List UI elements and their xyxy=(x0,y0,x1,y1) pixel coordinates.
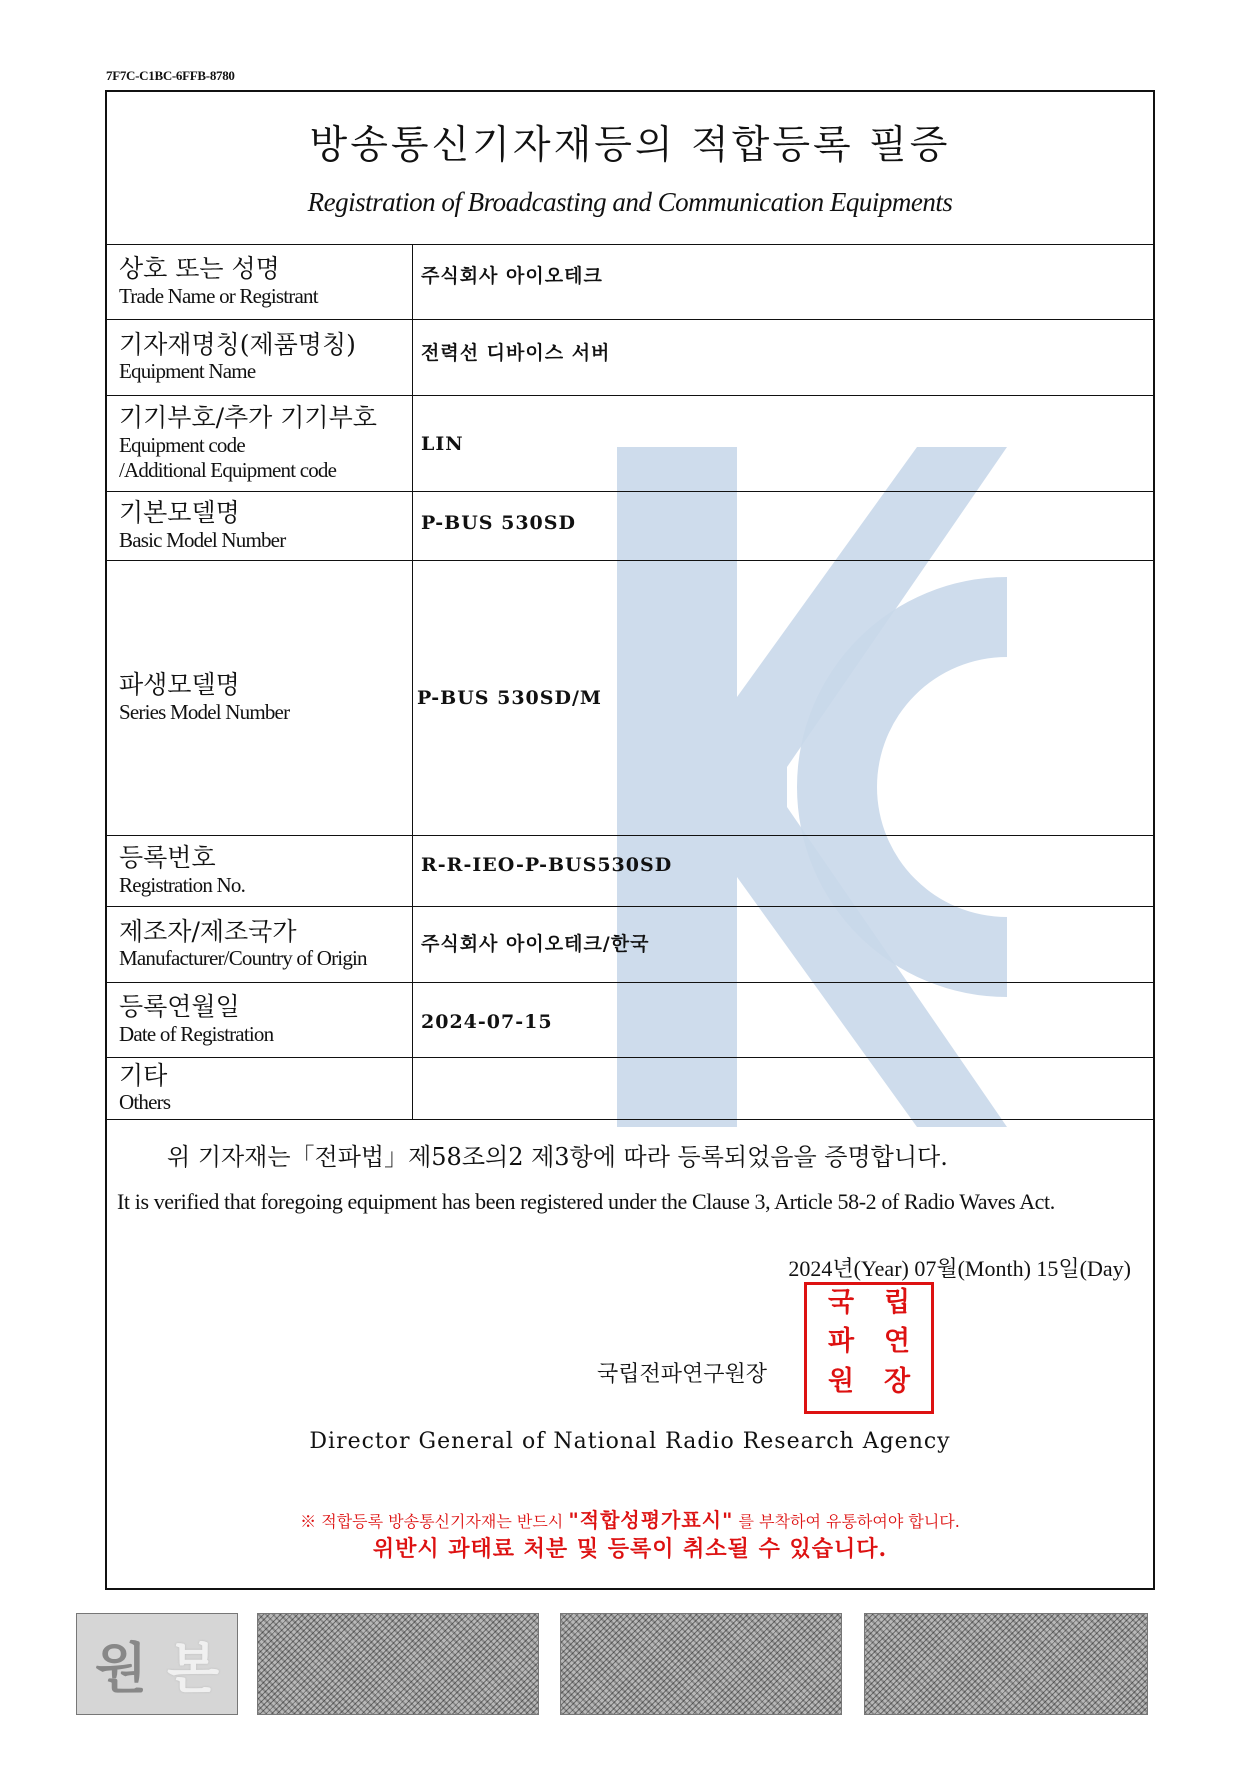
label-english: Registration No. xyxy=(119,872,246,897)
row-registration-date xyxy=(107,983,1153,1058)
row-value: 전력선 디바이스 서버 xyxy=(421,342,611,364)
row-series-model xyxy=(107,561,1153,836)
statement-english: It is verified that foregoing equipment has been registered under the Clause 3, Article 58-2 of Radio Waves Act. xyxy=(117,1189,1055,1214)
row-label xyxy=(107,983,413,1057)
title-korean: 방송통신기자재등의 적합등록 필증 xyxy=(309,123,951,168)
label-korean: 기자재명칭(제품명칭) xyxy=(119,329,356,359)
label-english: Date of Registration xyxy=(119,1021,274,1046)
label-korean: 등록번호 xyxy=(119,843,216,873)
row-value: P-BUS 530SD/M xyxy=(417,687,602,709)
label-korean: 등록연월일 xyxy=(119,992,240,1022)
row-value: LIN xyxy=(421,432,464,455)
statement-korean: 위 기자재는「전파법」제58조의2 제3항에 따라 등록되었음을 증명합니다. xyxy=(167,1143,948,1171)
row-value: 주식회사 아이오테크/한국 xyxy=(421,933,650,955)
security-pattern-3 xyxy=(864,1613,1148,1715)
label-english-additional: /Additional Equipment code xyxy=(119,457,337,482)
row-manufacturer xyxy=(107,907,1153,983)
row-basic-model xyxy=(107,492,1153,561)
title-english: Registration of Broadcasting and Communication Equipments xyxy=(307,187,953,217)
row-label xyxy=(107,836,413,906)
director-title-english: Director General of National Radio Research Agency xyxy=(309,1429,951,1454)
row-value: 주식회사 아이오테크 xyxy=(421,265,603,287)
row-label xyxy=(107,492,413,560)
row-value: P-BUS 530SD xyxy=(421,512,576,534)
original-mark-char: 본 xyxy=(167,1636,220,1700)
label-english: Basic Model Number xyxy=(119,527,286,552)
label-english: Others xyxy=(119,1090,171,1115)
row-equipment-code xyxy=(107,396,1153,492)
agency-name-korean: 국립전파연구원장 xyxy=(597,1362,768,1387)
row-label xyxy=(107,907,413,982)
official-seal: 국 립 파 연 원 장 xyxy=(804,1282,934,1414)
row-label xyxy=(107,561,413,835)
label-english: Equipment Name xyxy=(119,359,256,384)
row-label xyxy=(107,396,413,491)
notice-emphasis: "적합성평가표시" xyxy=(568,1508,734,1532)
registration-table xyxy=(107,244,1153,1120)
row-equipment-name xyxy=(107,320,1153,396)
row-registration-no xyxy=(107,836,1153,907)
row-label xyxy=(107,320,413,395)
row-label xyxy=(107,1058,413,1119)
label-english: Equipment code xyxy=(119,432,245,457)
row-label xyxy=(107,245,413,319)
original-mark xyxy=(76,1613,238,1715)
label-english: Series Model Number xyxy=(119,699,290,724)
notice-suffix: 를 부착하여 유통하여야 합니다. xyxy=(738,1512,960,1531)
label-english: Manufacturer/Country of Origin xyxy=(119,946,367,971)
label-english: Trade Name or Registrant xyxy=(119,283,318,308)
original-mark-char: 원 xyxy=(94,1636,147,1700)
security-pattern-1 xyxy=(257,1613,539,1715)
label-korean: 상호 또는 성명 xyxy=(119,254,280,284)
row-others xyxy=(107,1058,1153,1120)
label-korean: 기타 xyxy=(119,1060,168,1090)
row-value: R-R-IEO-P-BUS530SD xyxy=(421,854,673,876)
label-korean: 파생모델명 xyxy=(119,670,240,700)
label-korean: 기본모델명 xyxy=(119,498,240,528)
row-value: 2024-07-15 xyxy=(421,1011,553,1033)
document-id: 7F7C-C1BC-6FFB-8780 xyxy=(106,68,235,83)
security-pattern-2 xyxy=(560,1613,842,1715)
label-korean: 기기부호/추가 기기부호 xyxy=(119,402,377,432)
certificate-frame xyxy=(105,90,1155,1590)
label-korean: 제조자/제조국가 xyxy=(119,916,297,946)
penalty-warning: 위반시 과태료 처분 및 등록이 취소될 수 있습니다. xyxy=(372,1536,888,1562)
issue-date: 2024년(Year) 07월(Month) 15일(Day) xyxy=(788,1256,1131,1281)
certification-statement xyxy=(107,1137,1153,1222)
row-trade-name xyxy=(107,245,1153,320)
labeling-notice xyxy=(107,1504,1153,1533)
notice-prefix: ※ 적합등록 방송통신기자재는 반드시 xyxy=(300,1512,564,1531)
row-value xyxy=(413,1058,1153,1119)
